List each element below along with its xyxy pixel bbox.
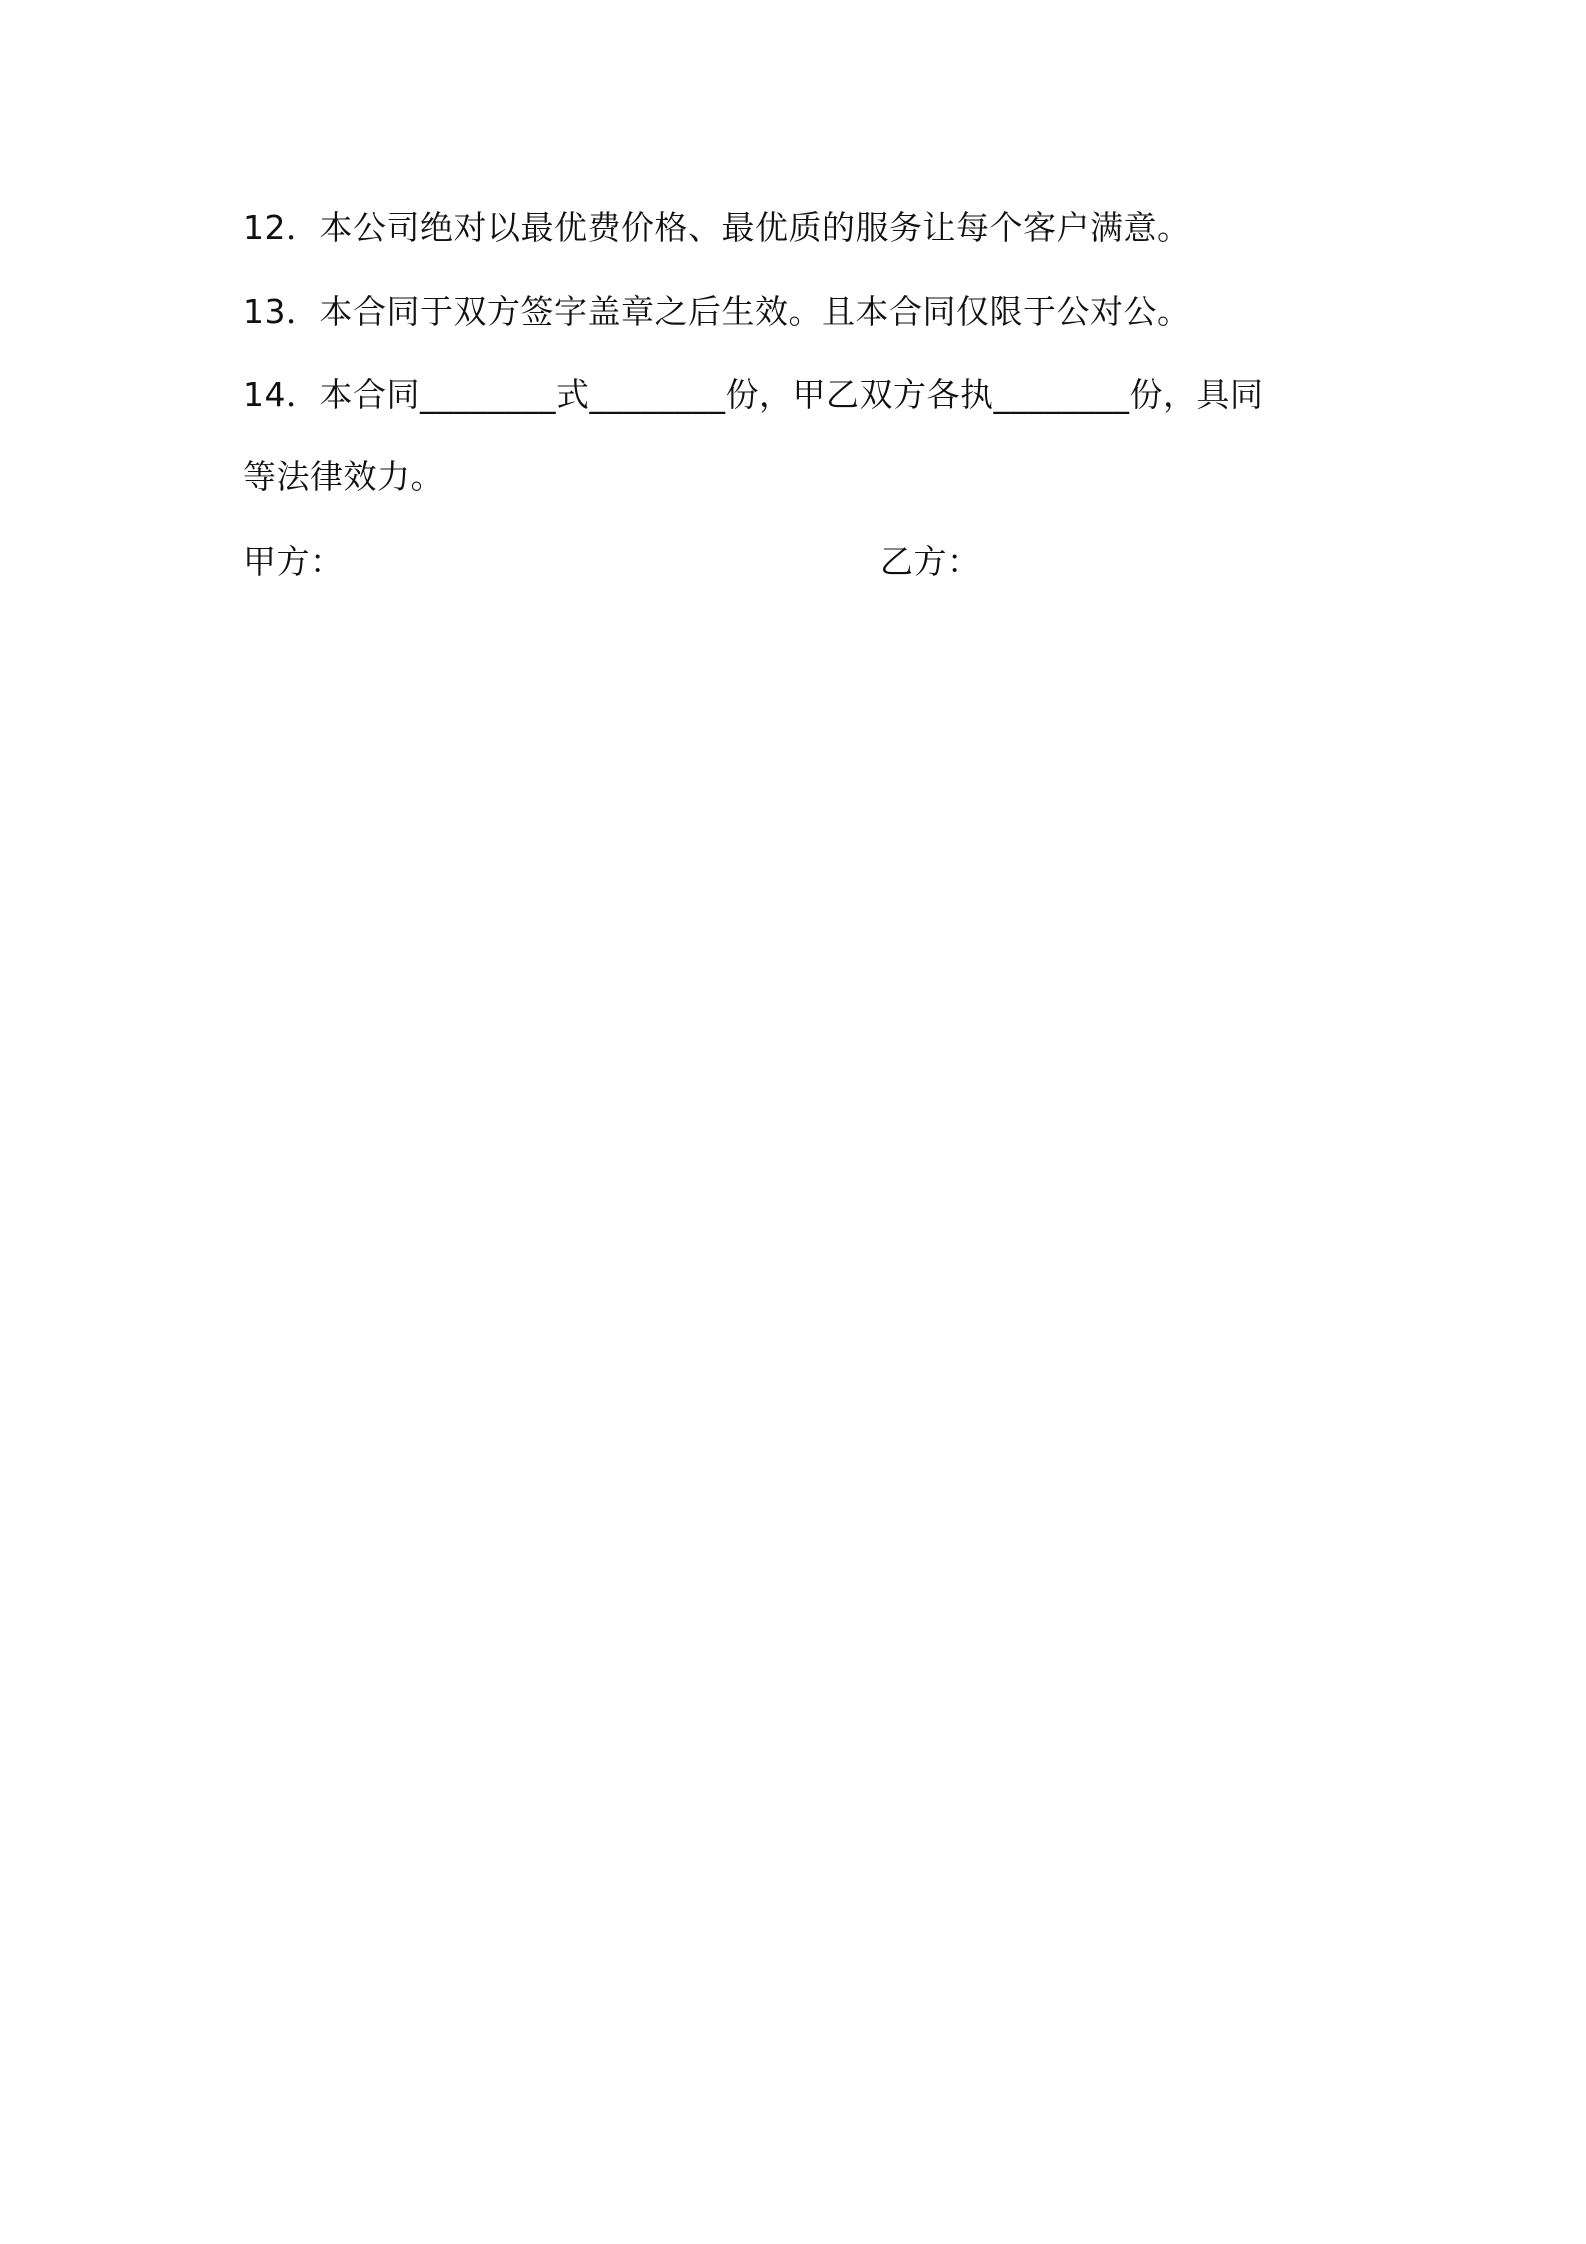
clause-12: 12．本公司绝对以最优费价格、最优质的服务让每个客户满意。 — [243, 208, 1191, 247]
clause-14-line-2: 等法律效力。 — [243, 457, 444, 496]
party-b-signature-label: 乙方： — [880, 542, 981, 581]
party-a-signature-label: 甲方： — [243, 542, 344, 581]
clause-13: 13．本合同于双方签字盖章之后生效。且本合同仅限于公对公。 — [243, 292, 1191, 331]
clause-14-line-1: 14．本合同________式________份，甲乙双方各执________份，具同 — [243, 375, 1264, 414]
